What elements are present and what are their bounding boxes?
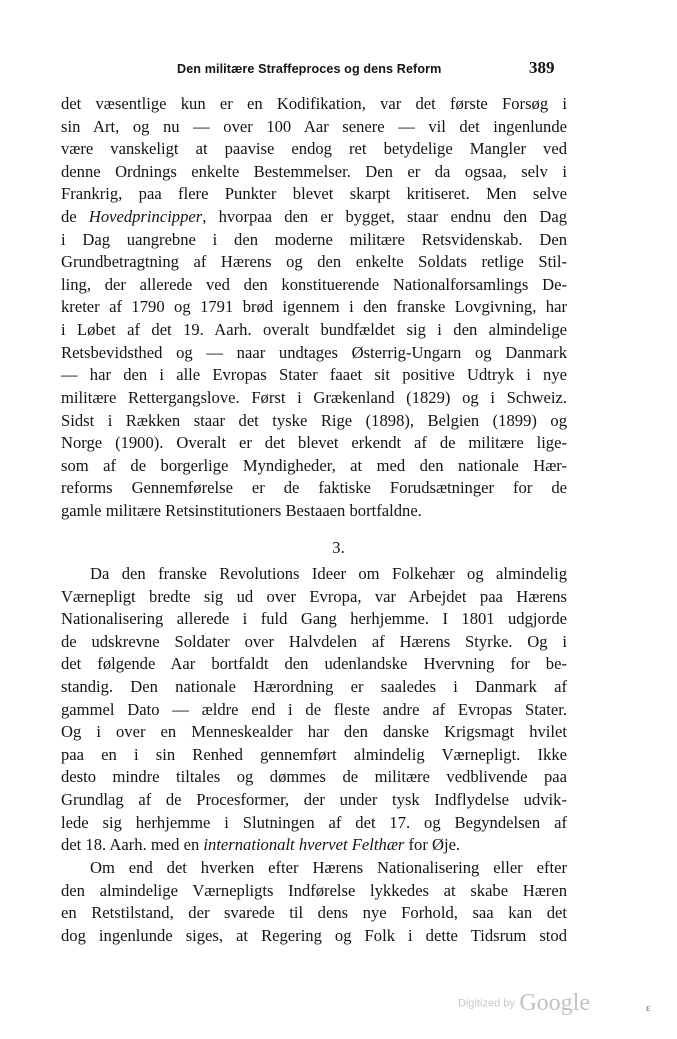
text-line: Grundlag af de Procesformer, der under tysk Indflydelse udvik- <box>61 790 567 810</box>
text-line: Værnepligt bredte sig ud over Evropa, var Arbejdet paa Hærens <box>61 586 567 606</box>
text-line: desto mindre tiltales og dømmes de militære vedblivende paa <box>61 767 567 787</box>
text-line: Sidst i Rækken staar det tyske Rige (1898), Belgien (1899) og <box>61 410 567 430</box>
running-title: Den militære Straffeproces og dens Reform <box>177 62 442 76</box>
italic-term: Hovedprincipper <box>88 207 203 227</box>
watermark-brand: Google <box>519 990 590 1016</box>
paragraph-continued <box>61 93 567 523</box>
corner-mark: ɛ <box>646 1003 651 1014</box>
text-line: sin Art, og nu — over 100 Aar senere — vil det ingenlunde <box>61 116 567 136</box>
text-line: de udskrevne Soldater over Halvdelen af Hærens Styrke. Og i <box>61 631 567 651</box>
text-segment: , hvorpaa den er bygget, staar endnu den Dag <box>202 207 568 227</box>
text-line: det væsentlige kun er en Kodifikation, var det første Forsøg i <box>61 94 567 113</box>
watermark-prefix: Digitized by <box>458 997 515 1010</box>
text-line: ling, der allerede ved den konstituerende Nationalforsamlings De- <box>61 274 567 294</box>
text-line: paa en i sin Renhed gennemført almindelig Værnepligt. Ikke <box>61 744 567 764</box>
digitized-watermark <box>458 990 590 1022</box>
text-segment: de <box>61 207 89 227</box>
text-line: kreter af 1790 og 1791 brød igennem i den franske Lovgivning, har <box>61 297 567 317</box>
text-line: — har den i alle Evropas Stater faaet sit positive Udtryk i nye <box>61 365 567 385</box>
text-line-with-italic <box>61 206 567 229</box>
text-line: som af de borgerlige Myndigheder, at med den nationale Hær- <box>61 455 567 475</box>
text-line: Da den franske Revolutions Ideer om Folkehær og almindelig <box>90 564 567 583</box>
text-line: Norge (1900). Overalt er det blevet erkendt af de militære lige- <box>61 433 567 453</box>
text-line: Nationalisering allerede i fuld Gang herhjemme. I 1801 udgjorde <box>61 609 567 629</box>
text-line: reforms Gennemførelse er de faktiske Forudsætninger for de <box>61 478 567 498</box>
text-line: Og i over en Menneskealder har den danske Krigsmagt hvilet <box>61 722 567 742</box>
section-number: 3. <box>332 538 345 557</box>
section-body <box>61 563 567 947</box>
text-line: standig. Den nationale Hærordning er saaledes i Danmark af <box>61 677 567 697</box>
running-header <box>0 58 677 82</box>
text-line: Om end det hverken efter Hærens Nationalisering eller efter <box>90 857 567 877</box>
page-number: 389 <box>529 58 555 77</box>
text-line: denne Ordnings enkelte Bestemmelser. Den er da ogsaa, selv i <box>61 161 567 181</box>
text-line: være vanskeligt at paavise endog ret betydelige Mangler ved <box>61 139 567 159</box>
text-line: lede sig herhjemme i Slutningen af det 17. og Begyndelsen af <box>61 812 567 832</box>
text-line-with-italic <box>61 834 567 857</box>
text-line: Frankrig, paa flere Punkter blevet skarpt kritiseret. Men selve <box>61 184 567 204</box>
text-line: i Dag uangrebne i den moderne militære Retsvidenskab. Den <box>61 229 567 249</box>
text-segment: det 18. Aarh. med en <box>61 835 204 855</box>
text-line: det følgende Aar bortfaldt den udenlandske Hvervning for be- <box>61 654 567 674</box>
italic-term: internationalt hvervet Felthær <box>203 835 405 855</box>
text-segment: for Øje. <box>404 835 461 855</box>
text-line: i Løbet af det 19. Aarh. overalt bundfældet sig i den almindelige <box>61 320 567 340</box>
text-line: gammel Dato — ældre end i de fleste andre af Evropas Stater. <box>61 699 567 719</box>
text-line: gamle militære Retsinstitutioners Bestaaen bortfaldne. <box>61 500 422 520</box>
text-line: militære Rettergangslove. Først i Grækenland (1829) og i Schweiz. <box>61 387 567 407</box>
text-line: den almindelige Værnepligts Indførelse lykkedes at skabe Hæren <box>61 880 567 900</box>
text-line: Grundbetragtning af Hærens og den enkelte Soldats retlige Stil- <box>61 252 567 272</box>
text-line: en Retstilstand, der svarede til dens nye Forhold, saa kan det <box>61 903 567 923</box>
text-line: Retsbevidsthed og — naar undtages Østerrig-Ungarn og Danmark <box>61 342 567 362</box>
text-line: dog ingenlunde siges, at Regering og Folk i dette Tidsrum stod <box>61 925 567 945</box>
